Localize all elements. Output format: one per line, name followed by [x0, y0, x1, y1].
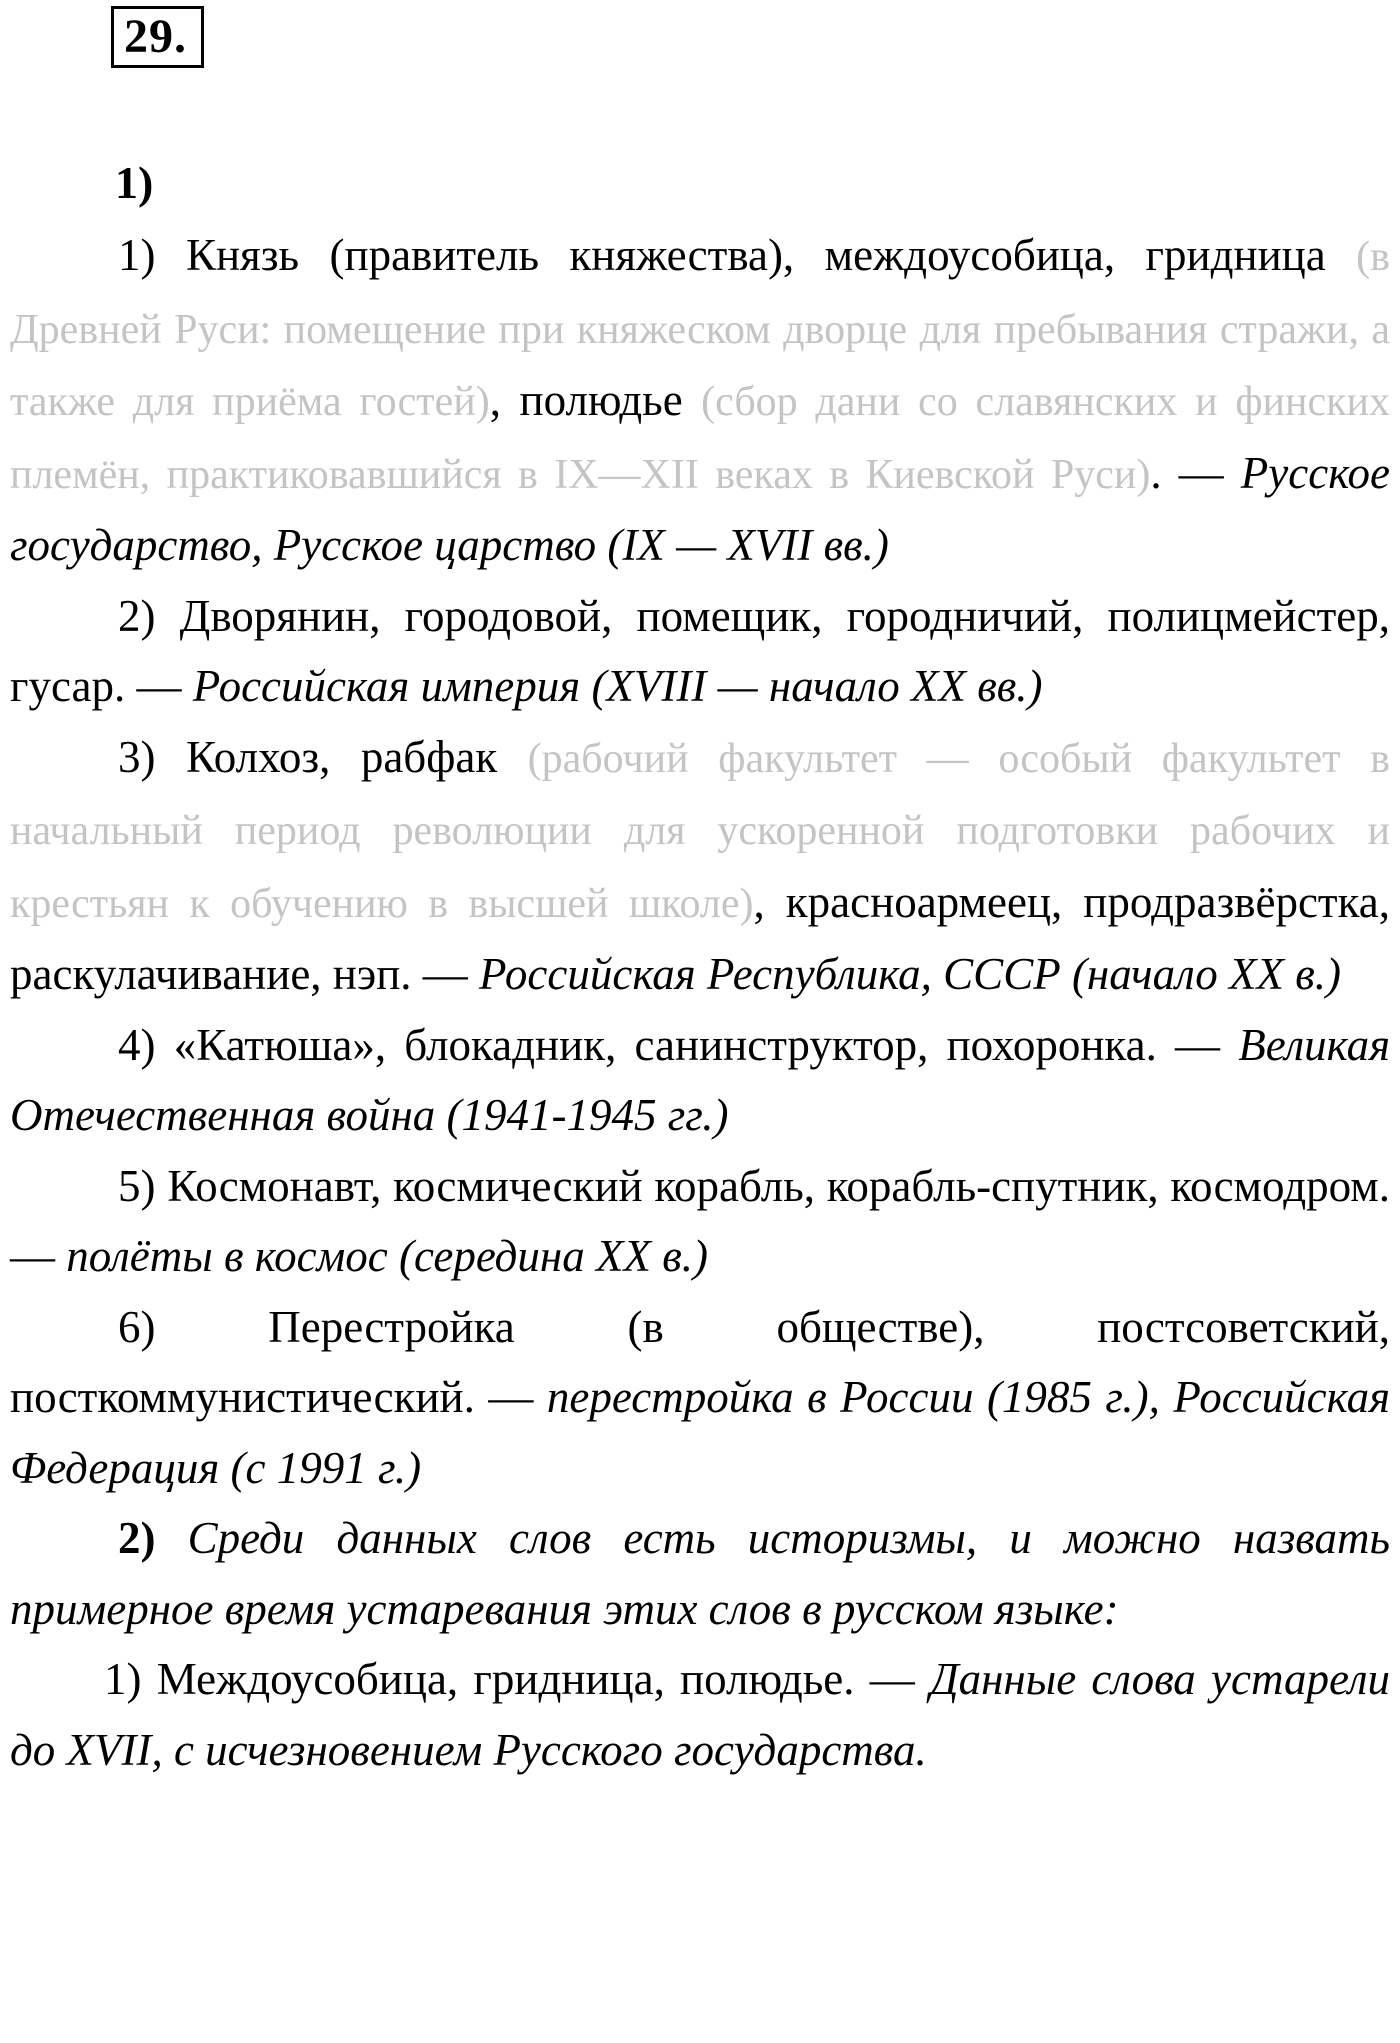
gloss-gridnitsa: (в Древней Руси: помещение при княжеском дворце для пребывания стражи, а также для приёма гостей): [10, 234, 1390, 425]
section-2-item-1: [10, 1644, 1390, 1785]
item-5-words: Космонавт, космический корабль, корабль-спутник, космодром. —: [10, 1160, 1390, 1281]
section-2-item-1-number: 1): [104, 1654, 142, 1704]
item-2: [10, 581, 1390, 722]
item-3: [10, 722, 1390, 1010]
item-5: [10, 1151, 1390, 1292]
section-2-item-1-era: Данные слова устарели до XVII, с исчезновением Русского государства.: [10, 1654, 1391, 1775]
item-3-words-2: , красноармеец, продразвёрстка, раскулачивание, нэп. —: [10, 876, 1391, 999]
section-2-label: 2): [118, 1513, 156, 1563]
item-3-number: 3): [118, 731, 156, 782]
section-2: [10, 1503, 1390, 1644]
item-1: [10, 220, 1390, 581]
item-1-words: Князь (правитель княжества), междоусобица, гридница: [185, 230, 1326, 280]
exercise-number: 29.: [111, 6, 204, 68]
gloss-polyudye: (сбор дани со славянских и финских племён, практиковавшийся в IX—XII веках в Киевской Руси): [10, 379, 1391, 498]
item-5-number: 5): [118, 1160, 156, 1211]
gloss-rabfak: (рабочий факультет — особый факультет в начальный период революции для ускоренной подготовки рабочих и крестьян к обучению в высшей школе): [10, 735, 1390, 927]
item-2-words: Дворянин, городовой, помещик, городничий, полицмейстер, гусар. —: [10, 590, 1390, 711]
item-1-number: 1): [118, 230, 156, 280]
item-1-dash: . —: [1150, 447, 1224, 498]
item-2-number: 2): [118, 590, 156, 641]
section-2-text: Среди данных слов есть историзмы, и можно назвать примерное время устаревания этих слов в русском языке:: [10, 1513, 1391, 1634]
answer-body: [10, 220, 1390, 1785]
item-4-era: Великая Отечественная война (1941-1945 гг.): [10, 1019, 1391, 1140]
item-6-era: перестройка в России (1985 г.), Российская Федерация (с 1991 г.): [10, 1372, 1390, 1493]
item-6-words: Перестройка (в обществе), постсоветский, посткоммунистический. —: [10, 1301, 1391, 1422]
item-2-era: Российская империя (XVIII — начало XX вв.): [192, 661, 1043, 711]
item-1-era: Русское государство, Русское царство (IX — XVII вв.): [10, 447, 1391, 570]
section-1-label: 1): [115, 157, 154, 208]
item-6: [10, 1292, 1390, 1504]
item-3-era: Российская Республика, СССР (начало XX в.): [479, 949, 1342, 999]
item-1-words-2: , полюдье: [489, 375, 683, 425]
item-4-number: 4): [118, 1019, 156, 1070]
item-6-number: 6): [118, 1301, 156, 1352]
item-4: [10, 1010, 1390, 1151]
item-5-era: полёты в космос (середина XX в.): [66, 1231, 709, 1281]
section-2-item-1-words: Междоусобица, гридница, полюдье. —: [156, 1654, 915, 1704]
item-4-words: «Катюша», блокадник, санинструктор, похоронка. —: [173, 1019, 1221, 1070]
item-3-words: Колхоз, рабфак: [185, 731, 498, 782]
